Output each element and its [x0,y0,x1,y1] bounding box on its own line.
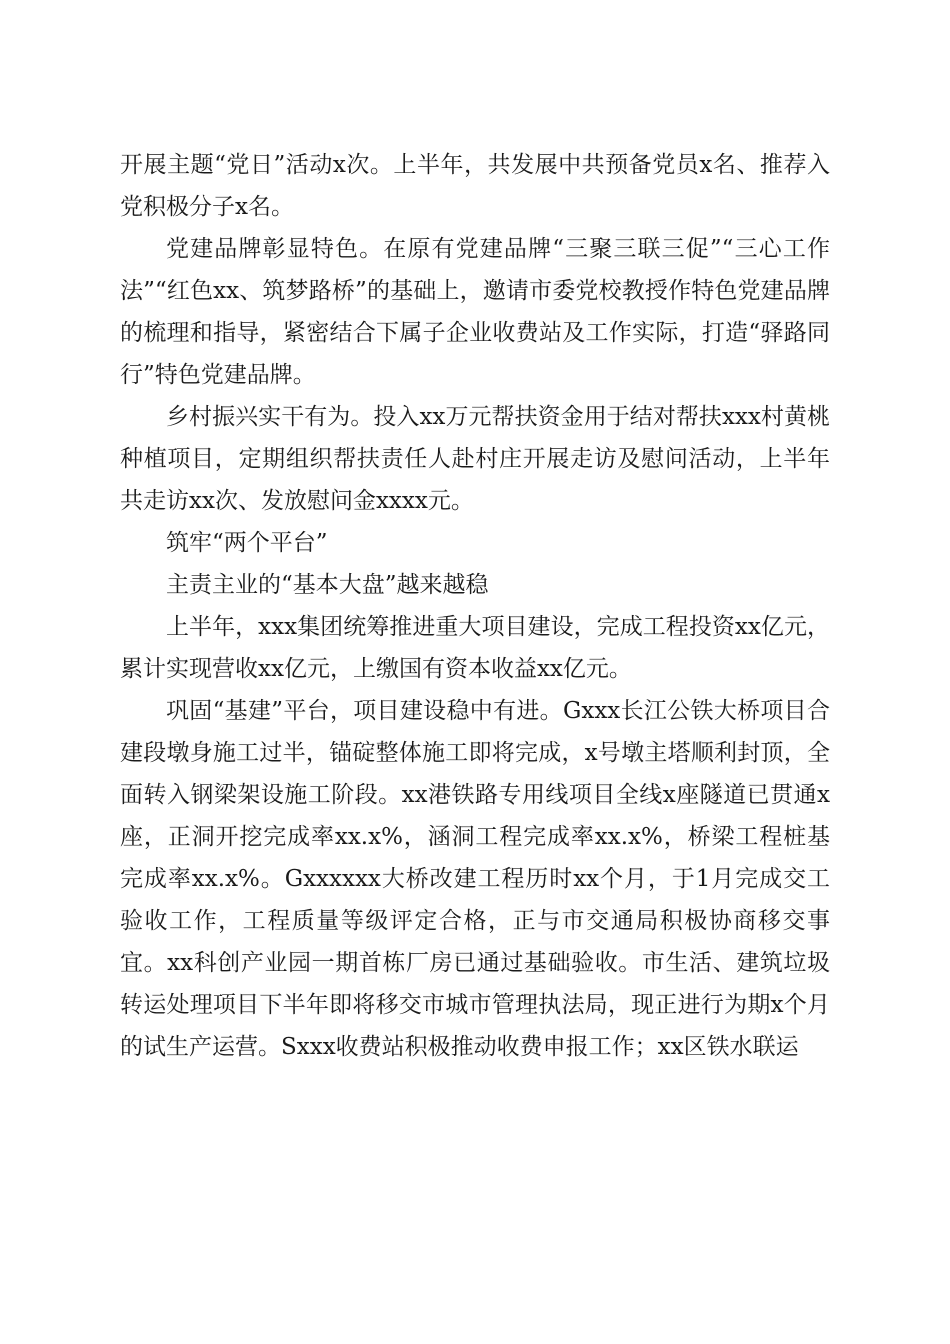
paragraph-party-brand: 党建品牌彰显特色。在原有党建品牌“三聚三联三促”“三心工作法”“红色xx、筑梦路桥”的基础上，邀请市委党校教授作特色党建品牌的梳理和指导，紧密结合下属子企业收费站及工作实际，打造“驿路同行”特色党建品牌。 [120,236,830,388]
paragraph-half-year-summary: 上半年，xxx集团统筹推进重大项目建设，完成工程投资xx亿元，累计实现营收xx亿元，上缴国有资本收益xx亿元。 [120,614,830,682]
subsection-heading-core-business: 主责主业的“基本大盘”越来越稳 [166,572,489,598]
document-body [120,144,830,1068]
section-heading-two-platforms: 筑牢“两个平台” [166,530,328,556]
paragraph-continuation: 开展主题“党日”活动x次。上半年，共发展中共预备党员x名、推荐入党积极分子x名。 [120,152,830,220]
paragraph-infrastructure-platform: 巩固“基建”平台，项目建设稳中有进。Gxxx长江公铁大桥项目合建段墩身施工过半，锚碇整体施工即将完成，x号墩主塔顺利封顶，全面转入钢梁架设施工阶段。xx港铁路专用线项目全线x座隧道已贯通x座，正洞开挖完成率xx.x%，涵洞工程完成率xx.x%，桥梁工程桩基完成率xx.x%。Gxxxxxx大桥改建工程历时xx个月，于1月完成交工验收工作，工程质量等级评定合格，正与市交通局积极协商移交事宜。xx科创产业园一期首栋厂房已通过基础验收。市生活、建筑垃圾转运处理项目下半年即将移交市城市管理执法局，现正进行为期x个月的试生产运营。Sxxx收费站积极推动收费申报工作；xx区铁水联运 [120,698,830,1060]
paragraph-rural-revitalization: 乡村振兴实干有为。投入xx万元帮扶资金用于结对帮扶xxx村黄桃种植项目，定期组织帮扶责任人赴村庄开展走访及慰问活动，上半年共走访xx次、发放慰问金xxxx元。 [120,404,830,514]
